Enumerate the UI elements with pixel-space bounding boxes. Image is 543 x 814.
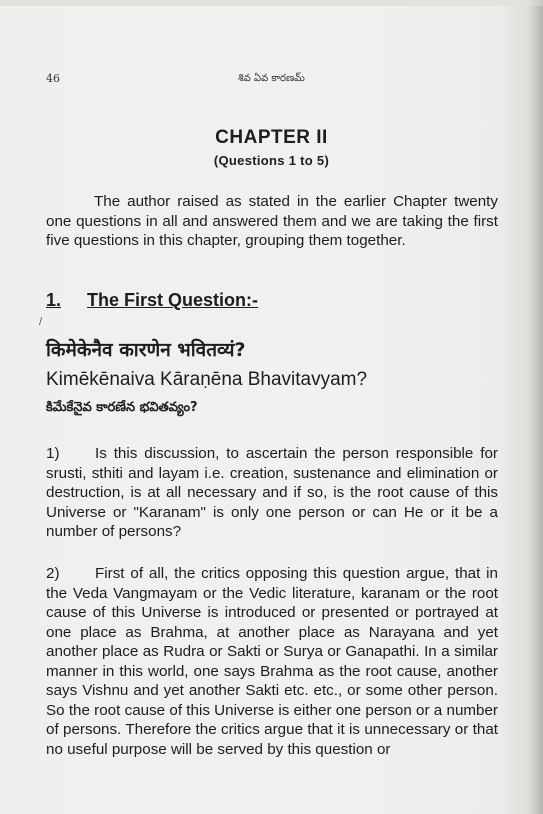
paragraph-text: First of all, the critics opposing this question argue, that in the Veda Vangmayam or the Vedic literature, karanam or the root cause of this Universe is introduced or presented or portrayed at one place as Brahma, at another place as Narayana and yet another place as Rudra or Sakti or Surya or Ganapathi. In a similar manner in this world, one says Brahma as the root cause, another says Vishnu and yet another Sakti etc. etc., or some other person. So the root cause of this Universe is either one person or a number of persons. Therefore the critics argue that it is unnecessary or that no useful purpose will be served by this question or bbox=[46, 565, 498, 758]
running-header bbox=[0, 72, 543, 90]
paragraph-number: 1) bbox=[46, 445, 60, 462]
paragraph-text: Is this discussion, to ascertain the person responsible for srusti, sthiti and layam i.e. creation, sustenance and elimination or destruction, is at all necessary and if so, is the root cause of this Universe or "Karanam" is only one person or can He or it be a number of persons? bbox=[46, 445, 498, 540]
section-title: The First Question:- bbox=[87, 290, 259, 310]
question-sanskrit: किमेकेनैव कारणेन भवितव्यं? bbox=[46, 339, 246, 361]
question-telugu: కిమేకేనైవ కారణేన భవితవ్యం? bbox=[46, 400, 198, 415]
section-number: 1. bbox=[46, 290, 62, 310]
pen-mark: / bbox=[39, 316, 43, 328]
question-transliteration: Kimēkēnaiva Kāraṇēna Bhavitavyam? bbox=[46, 369, 368, 390]
page-edge-shadow bbox=[527, 0, 543, 814]
section-heading bbox=[46, 290, 258, 311]
chapter-title: CHAPTER II bbox=[215, 127, 328, 148]
paragraph-number: 2) bbox=[46, 565, 60, 582]
intro-paragraph: The author raised as stated in the earlier Chapter twenty one questions in all and answered them and we are taking the first five questions in this chapter, grouping them together. bbox=[46, 193, 498, 249]
running-title: శివ ఏవ కారణమ్ bbox=[238, 73, 305, 84]
page-top-band bbox=[0, 0, 543, 6]
chapter-subtitle: (Questions 1 to 5) bbox=[213, 153, 330, 168]
paragraph-1 bbox=[46, 444, 498, 542]
paragraph-2 bbox=[46, 564, 498, 759]
page-number: 46 bbox=[46, 72, 60, 85]
